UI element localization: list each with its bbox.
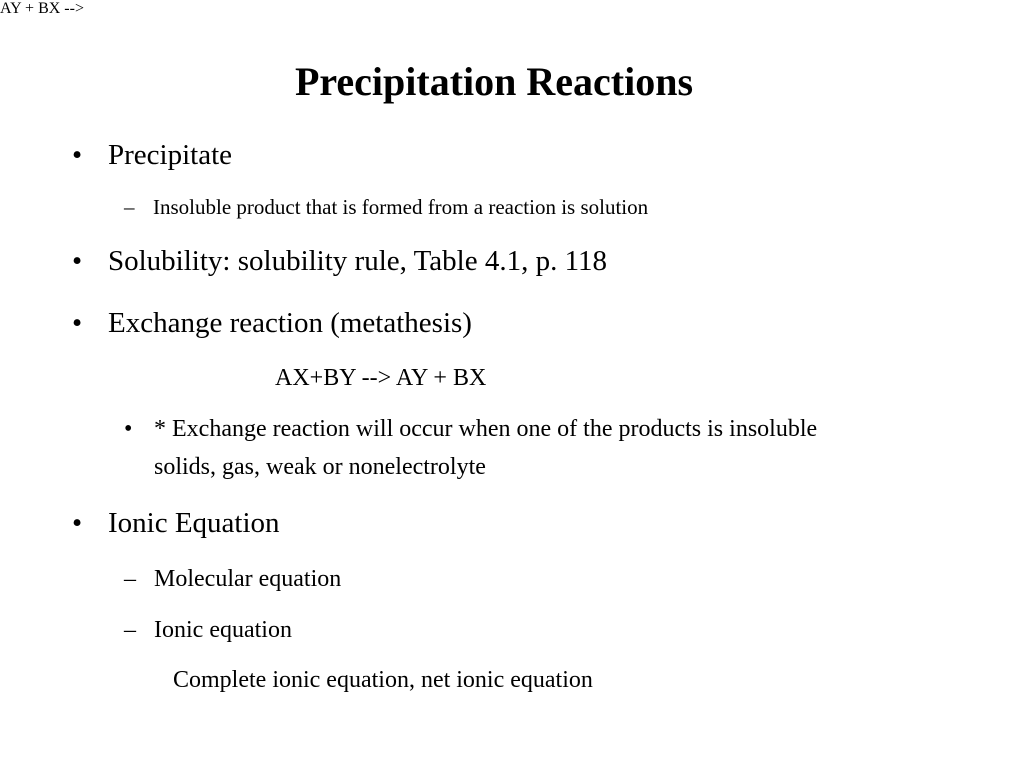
bullet-glyph: •: [72, 139, 83, 171]
bullet-text: Ionic Equation: [108, 507, 280, 539]
subitem-text: Ionic equation: [154, 617, 292, 643]
bullet-glyph: •: [72, 307, 83, 339]
subbullet-exchange-condition-continued: solids, gas, weak or nonelectrolyte: [154, 454, 486, 480]
ionic-equation-detail: Complete ionic equation, net ionic equation: [173, 667, 593, 693]
bullet-text: Precipitate: [108, 139, 233, 171]
bullet-glyph: •: [72, 507, 83, 539]
bullet-glyph: •: [72, 245, 83, 277]
reaction-equation: AX+BY --> AY + BX: [275, 365, 487, 391]
subitem-text: Insoluble product that is formed from a reaction is solution: [153, 195, 649, 219]
subbullet-text: * Exchange reaction will occur when one of the products is insoluble: [154, 416, 818, 442]
dash-glyph: –: [124, 617, 136, 643]
dash-glyph: –: [124, 566, 136, 592]
slide-title: Precipitation Reactions: [294, 59, 694, 104]
subitem-text: Molecular equation: [154, 566, 342, 592]
bullet-text: Exchange reaction (metathesis): [108, 307, 472, 339]
slide: Precipitation Reactions • Precipitate – Insoluble product that is formed from a reaction is solution • Solubility: solubility rule, Table 4.1, p. 118 • Exchange reaction (metathesis) AY + BX --> AX+BY --> AY + BX • * Exchange reaction will occur when one of the products is insoluble solids, gas, weak or nonelectrolyte • Ionic Equation – Molecular equation – Ionic equation Complete ionic equation, net ionic equation: [0, 0, 1024, 768]
bullet-text: Solubility: solubility rule, Table 4.1, p. 118: [108, 245, 608, 277]
dash-glyph: –: [124, 195, 135, 219]
bullet-glyph: •: [124, 416, 133, 442]
